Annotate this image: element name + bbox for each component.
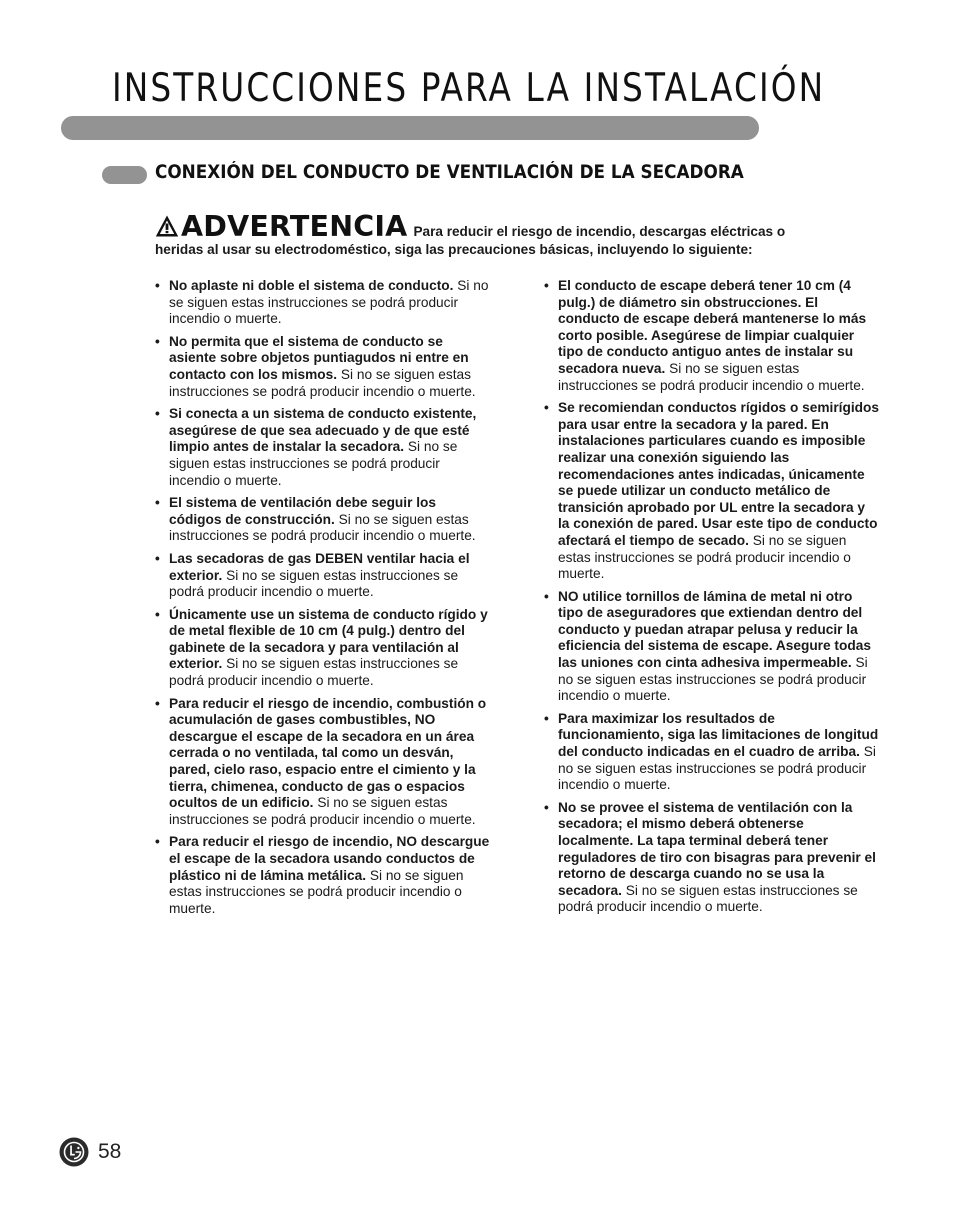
list-item [155, 551, 490, 601]
list-item [155, 834, 490, 917]
item-bold-text: Si conecta a un sistema de conducto existente, asegúrese de que sea adecuado y de que esté limpio antes de instalar la secadora. [169, 406, 477, 455]
list-item [155, 334, 490, 400]
section-heading: CONEXIÓN DEL CONDUCTO DE VENTILACIÓN DE LA SECADORA [155, 162, 744, 183]
warning-word: ADVERTENCIA [181, 210, 408, 243]
item-bold-text: El sistema de ventilación debe seguir los códigos de construcción. [169, 495, 436, 527]
item-text: Si no se siguen estas instrucciones se podrá producir incendio o muerte. [169, 511, 476, 544]
item-bold-text: NO utilice tornillos de lámina de metal ni otro tipo de aseguradores que extiendan dentro del conducto y puedan atrapar pelusa y reducir la eficiencia del sistema de escape. Asegure todas las uniones con cinta adhesiva impermeable. [558, 588, 871, 671]
item-bold-text: El conducto de escape deberá tener 10 cm (4 pulg.) de diámetro sin obstrucciones. El conducto de escape deberá mantenerse lo más corto posible. Asegúrese de limpiar cualquier tipo de conducto antiguo antes de instalar su secadora nueva. [558, 278, 867, 376]
section-pill [102, 166, 147, 184]
list-item [155, 495, 490, 545]
list-item [544, 278, 879, 394]
lg-logo-icon [59, 1137, 89, 1167]
item-text: Si no se siguen estas instrucciones se podrá producir incendio o muerte. [169, 567, 459, 600]
item-text: Si no se siguen estas instrucciones se podrá producir incendio o muerte. [169, 278, 489, 327]
item-text: Si no se siguen estas instrucciones se podrá producir incendio o muerte. [169, 439, 458, 488]
list-item [544, 589, 879, 705]
warning-block [155, 210, 835, 257]
list-item [155, 278, 490, 328]
item-text: Si no se siguen estas instrucciones se podrá producir incendio o muerte. [169, 795, 476, 827]
list-item [155, 696, 490, 829]
warning-text-line1: Para reducir el riesgo de incendio, descargas eléctricas o [413, 224, 786, 239]
item-bold-text: Para reducir el riesgo de incendio, NO descargue el escape de la secadora usando conductos de plástico ni de lámina metálica. [169, 834, 490, 883]
list-item [155, 607, 490, 690]
list-item [155, 406, 490, 489]
item-text: Si no se siguen estas instrucciones se podrá producir incendio o muerte. [169, 867, 464, 916]
list-item [544, 400, 879, 583]
item-text: Si no se siguen estas instrucciones se podrá producir incendio o muerte. [558, 744, 876, 793]
right-column [544, 278, 879, 922]
item-text: Si no se siguen estas instrucciones se podrá producir incendio o muerte. [558, 655, 868, 704]
item-text: Si no se siguen estas instrucciones se podrá producir incendio o muerte. [558, 360, 865, 393]
list-item [544, 800, 879, 916]
item-bold-text: Únicamente use un sistema de conducto rígido y de metal flexible de 10 cm (4 pulg.) dentro del gabinete de la secadora y para ventilación al exterior. [169, 606, 488, 672]
item-bold-text: Las secadoras de gas DEBEN ventilar hacia el exterior. [169, 550, 470, 583]
item-text: Si no se siguen estas instrucciones se podrá producir incendio o muerte. [558, 882, 858, 915]
warning-triangle-icon [155, 214, 179, 238]
item-bold-text: No se provee el sistema de ventilación con la secadora; el mismo deberá obtenerse localmente. La tapa terminal deberá tener reguladores de tiro con bisagras para prevenir el retorno de descarga cuando no se usa la secadora. [558, 799, 876, 898]
item-bold-text: Para reducir el riesgo de incendio, combustión o acumulación de gases combustibles, NO descargue el escape de la secadora en un área cerrada o no ventilada, tal como un desván, pared, cielo raso, espacio entre el cimiento y la tierra, chimenea, conducto de gas o espacios ocultos de un edificio. [169, 695, 487, 811]
item-bold-text: Para maximizar los resultados de funcionamiento, siga las limitaciones de longitud del conducto indicadas en el cuadro de arriba. [558, 710, 879, 760]
page-number: 58 [98, 1140, 122, 1163]
warning-header [155, 210, 835, 243]
item-text: Si no se siguen estas instrucciones se podrá producir incendio o muerte. [169, 366, 476, 399]
page-title: INSTRUCCIONES PARA LA INSTALACIÓN [112, 66, 826, 111]
left-column [155, 278, 490, 923]
warning-text-line2: heridas al usar su electrodoméstico, siga las precauciones básicas, incluyendo lo siguiente: [155, 242, 753, 257]
item-text: Si no se siguen estas instrucciones se podrá producir incendio o muerte. [558, 532, 851, 582]
item-bold-text: No aplaste ni doble el sistema de conducto. [169, 278, 454, 293]
title-bar [61, 116, 759, 140]
item-bold-text: No permita que el sistema de conducto se asiente sobre objetos puntiagudos ni entre en contacto con los mismos. [169, 333, 469, 382]
item-text: Si no se siguen estas instrucciones se podrá producir incendio o muerte. [169, 656, 459, 689]
list-item [544, 711, 879, 794]
item-bold-text: Se recomiendan conductos rígidos o semirígidos para usar entre la secadora y la pared. En instalaciones particulares cuando es imposible realizar una conexión siguiendo las recomendaciones antes indicadas, únicamente se puede utilizar un conducto metálico de transición aprobado por UL entre la secadora y la conexión de pared. Usar este tipo de conducto afectará el tiempo de secado. [558, 400, 879, 548]
